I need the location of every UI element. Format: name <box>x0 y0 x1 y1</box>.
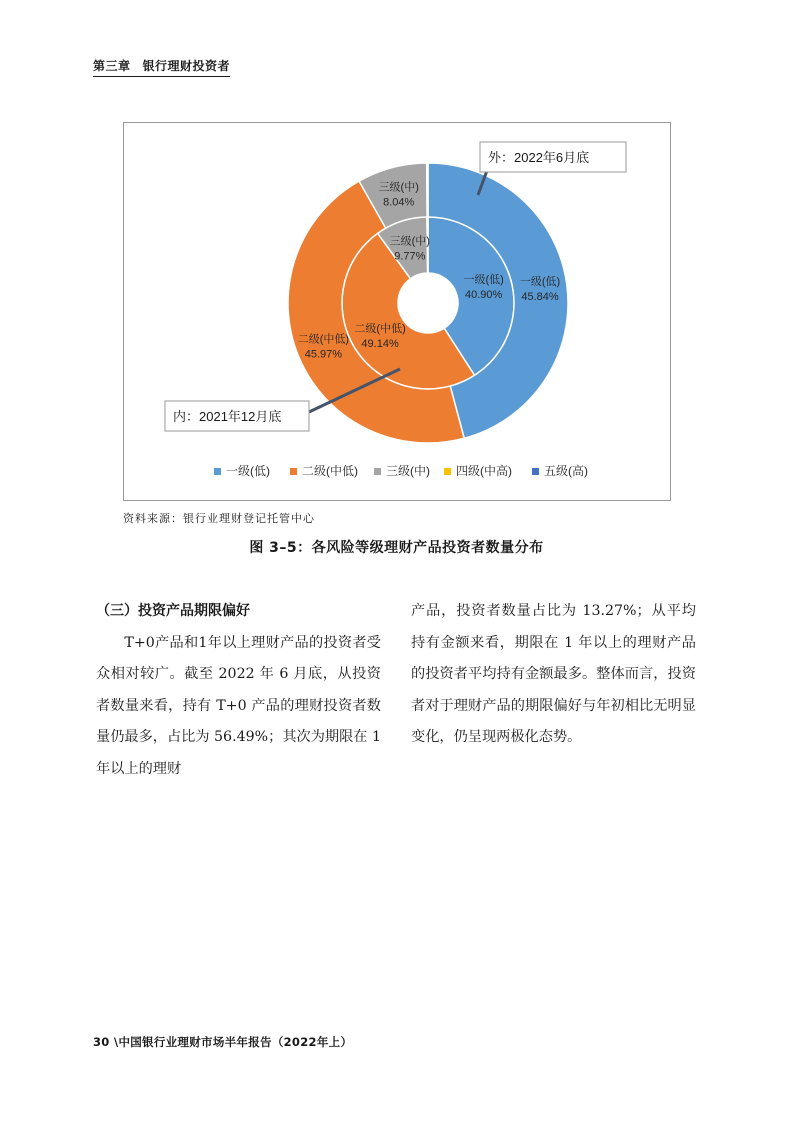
donut-chart <box>124 123 670 500</box>
chapter-title: 银行理财投资者 <box>142 59 231 73</box>
page-footer <box>93 1034 352 1050</box>
data-label-inner-2-0: 三级(中) <box>389 235 430 248</box>
data-label-outer-2-0: 三级(中) <box>378 181 419 194</box>
data-label-outer-2-1: 8.04% <box>383 196 415 209</box>
inner-callout-text: 内：2021年12月底 <box>173 409 282 424</box>
legend-swatch-0 <box>214 468 221 475</box>
legend-swatch-2 <box>374 468 381 475</box>
legend-label-0: 一级(低) <box>226 464 270 478</box>
legend-swatch-1 <box>290 468 297 475</box>
chapter-header <box>93 57 230 77</box>
data-label-inner-0-1: 40.90% <box>464 289 503 302</box>
legend-swatch-3 <box>444 468 451 475</box>
page-number: 30 <box>93 1035 110 1049</box>
legend-label-4: 五级(高) <box>544 464 588 478</box>
legend-label-1: 二级(中低) <box>302 464 358 478</box>
data-label-outer-1-0: 二级(中低) <box>297 333 350 346</box>
data-label-outer-0-0: 一级(低) <box>519 275 561 288</box>
data-label-outer-1-1: 45.97% <box>304 348 343 361</box>
text-column-right <box>411 596 696 754</box>
legend-swatch-4 <box>532 468 539 475</box>
footer-separator: \ <box>113 1035 119 1049</box>
section-heading: （三）投资产品期限偏好 <box>96 603 250 619</box>
donut-chart-frame <box>123 122 671 501</box>
publication-title: 中国银行业理财市场半年报告（2022年上） <box>118 1035 353 1049</box>
figure-title: 图 3–5：各风险等级理财产品投资者数量分布 <box>249 540 544 556</box>
paragraph-right: 产品，投资者数量占比为 13.27%；从平均持有金额来看，期限在 1 年以上的理财产品的投资者平均持有金额最多。整体而言，投资者对于理财产品的期限偏好与年初相比无明显变化，仍呈现两极化态势。 <box>411 603 696 745</box>
data-label-inner-1-0: 二级(中低) <box>354 323 406 336</box>
legend-label-2: 三级(中) <box>386 464 430 478</box>
data-label-inner-0-0: 一级(低) <box>463 274 504 287</box>
outer-callout-text: 外：2022年6月底 <box>488 150 590 165</box>
legend-label-3: 四级(中高) <box>456 464 512 478</box>
chapter-number: 第三章 <box>93 59 131 73</box>
text-column-left <box>96 596 381 785</box>
data-label-inner-1-1: 49.14% <box>361 338 399 351</box>
paragraph-left: T+0产品和1年以上理财产品的投资者受众相对较广。截至 2022 年 6 月底，从投资者数量来看，持有 T+0 产品的理财投资者数量仍最多，占比为 56.49%；其次为期限在 1 年以上的理财 <box>96 634 381 777</box>
chart-source: 资料来源：银行业理财登记托管中心 <box>123 512 315 525</box>
data-label-inner-2-1: 9.77% <box>394 250 426 263</box>
data-label-outer-0-1: 45.84% <box>521 290 559 303</box>
